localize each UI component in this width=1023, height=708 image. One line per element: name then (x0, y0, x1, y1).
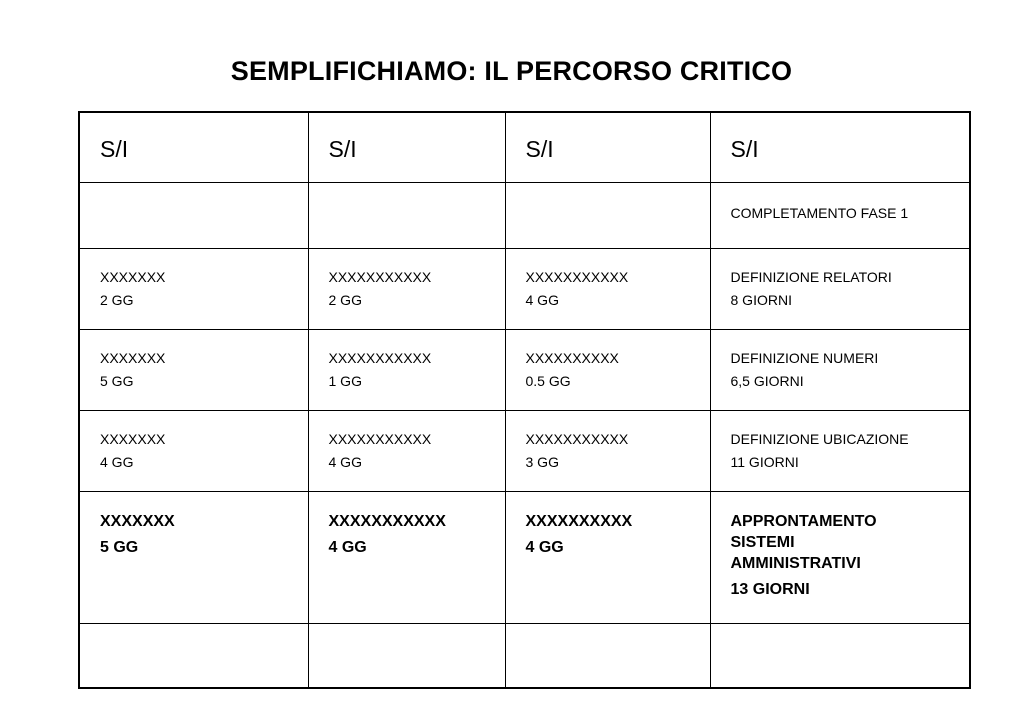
activity-name: XXXXXXXXXXX (525, 268, 629, 285)
table-cell (505, 624, 710, 688)
table-row (79, 248, 970, 329)
table-cell (79, 329, 308, 410)
activity-duration: 8 GIORNI (730, 291, 792, 308)
table-cell (710, 329, 970, 410)
table-cell (79, 182, 308, 248)
activity-name: DEFINIZIONE NUMERI (730, 349, 879, 366)
activity-name: XXXXXXX (100, 513, 175, 531)
table-cell (308, 248, 505, 329)
activity-duration: 4 GG (328, 454, 362, 470)
activity-name: XXXXXXXXXXX (328, 349, 432, 366)
activity-name: XXXXXXXXXXX (525, 431, 629, 447)
table-cell (505, 329, 710, 410)
table-cell (308, 182, 505, 248)
table-cell (505, 182, 710, 248)
activity-name: XXXXXXXXXXX (328, 431, 432, 447)
table-cell: COMPLETAMENTO FASE 1 (710, 182, 970, 248)
table-row-critical (79, 492, 970, 624)
activity-duration: 1 GG (328, 372, 362, 389)
table-cell (308, 329, 505, 410)
activity-name: XXXXXXX (100, 349, 166, 366)
table-cell (79, 411, 308, 492)
activity-duration: 5 GG (100, 372, 134, 389)
activity-duration: 4 GG (328, 539, 367, 557)
activity-name: XXXXXXX (100, 268, 166, 285)
table-cell (505, 248, 710, 329)
table-cell (308, 411, 505, 492)
table-cell (79, 492, 308, 624)
activity-name: XXXXXXXXXXX (328, 268, 432, 285)
table-header-row (79, 112, 970, 182)
header-cell: S/I (505, 112, 710, 182)
activity-duration: 13 GIORNI (730, 581, 810, 599)
table-cell (79, 248, 308, 329)
activity-duration: 5 GG (100, 539, 139, 557)
activity-duration: 2 GG (328, 291, 362, 308)
activity-duration: 0.5 GG (525, 372, 571, 389)
activity-duration: 2 GG (100, 291, 134, 308)
table-cell (710, 248, 970, 329)
header-cell: S/I (79, 112, 308, 182)
table-cell (710, 624, 970, 688)
activity-name: XXXXXXXXXXX (328, 513, 446, 531)
table-cell (710, 411, 970, 492)
table-cell (308, 624, 505, 688)
table-cell (710, 492, 970, 624)
table-cell (79, 624, 308, 688)
page-title: SEMPLIFICHIAMO: IL PERCORSO CRITICO (230, 56, 793, 86)
table-row-empty (79, 624, 970, 688)
activity-name: XXXXXXX (100, 431, 166, 447)
table-cell (505, 492, 710, 624)
activity-duration: 4 GG (525, 291, 559, 308)
activity-duration: 11 GIORNI (730, 454, 799, 470)
table-row (79, 411, 970, 492)
table-row (79, 329, 970, 410)
header-cell: S/I (710, 112, 970, 182)
table-row (79, 182, 970, 248)
activity-duration: 4 GG (525, 539, 564, 557)
activity-name: XXXXXXXXXX (525, 513, 633, 531)
activity-duration: 4 GG (100, 454, 134, 470)
activity-name: XXXXXXXXXX (525, 349, 619, 366)
critical-path-table (78, 111, 971, 689)
table-cell (308, 492, 505, 624)
activity-name: APPRONTAMENTO SISTEMI AMMINISTRATIVI (730, 513, 877, 573)
activity-name: DEFINIZIONE UBICAZIONE (730, 431, 909, 447)
activity-name: DEFINIZIONE RELATORI (730, 268, 892, 285)
activity-duration: 6,5 GIORNI (730, 372, 804, 389)
header-cell: S/I (308, 112, 505, 182)
table-cell (505, 411, 710, 492)
activity-duration: 3 GG (525, 454, 559, 470)
